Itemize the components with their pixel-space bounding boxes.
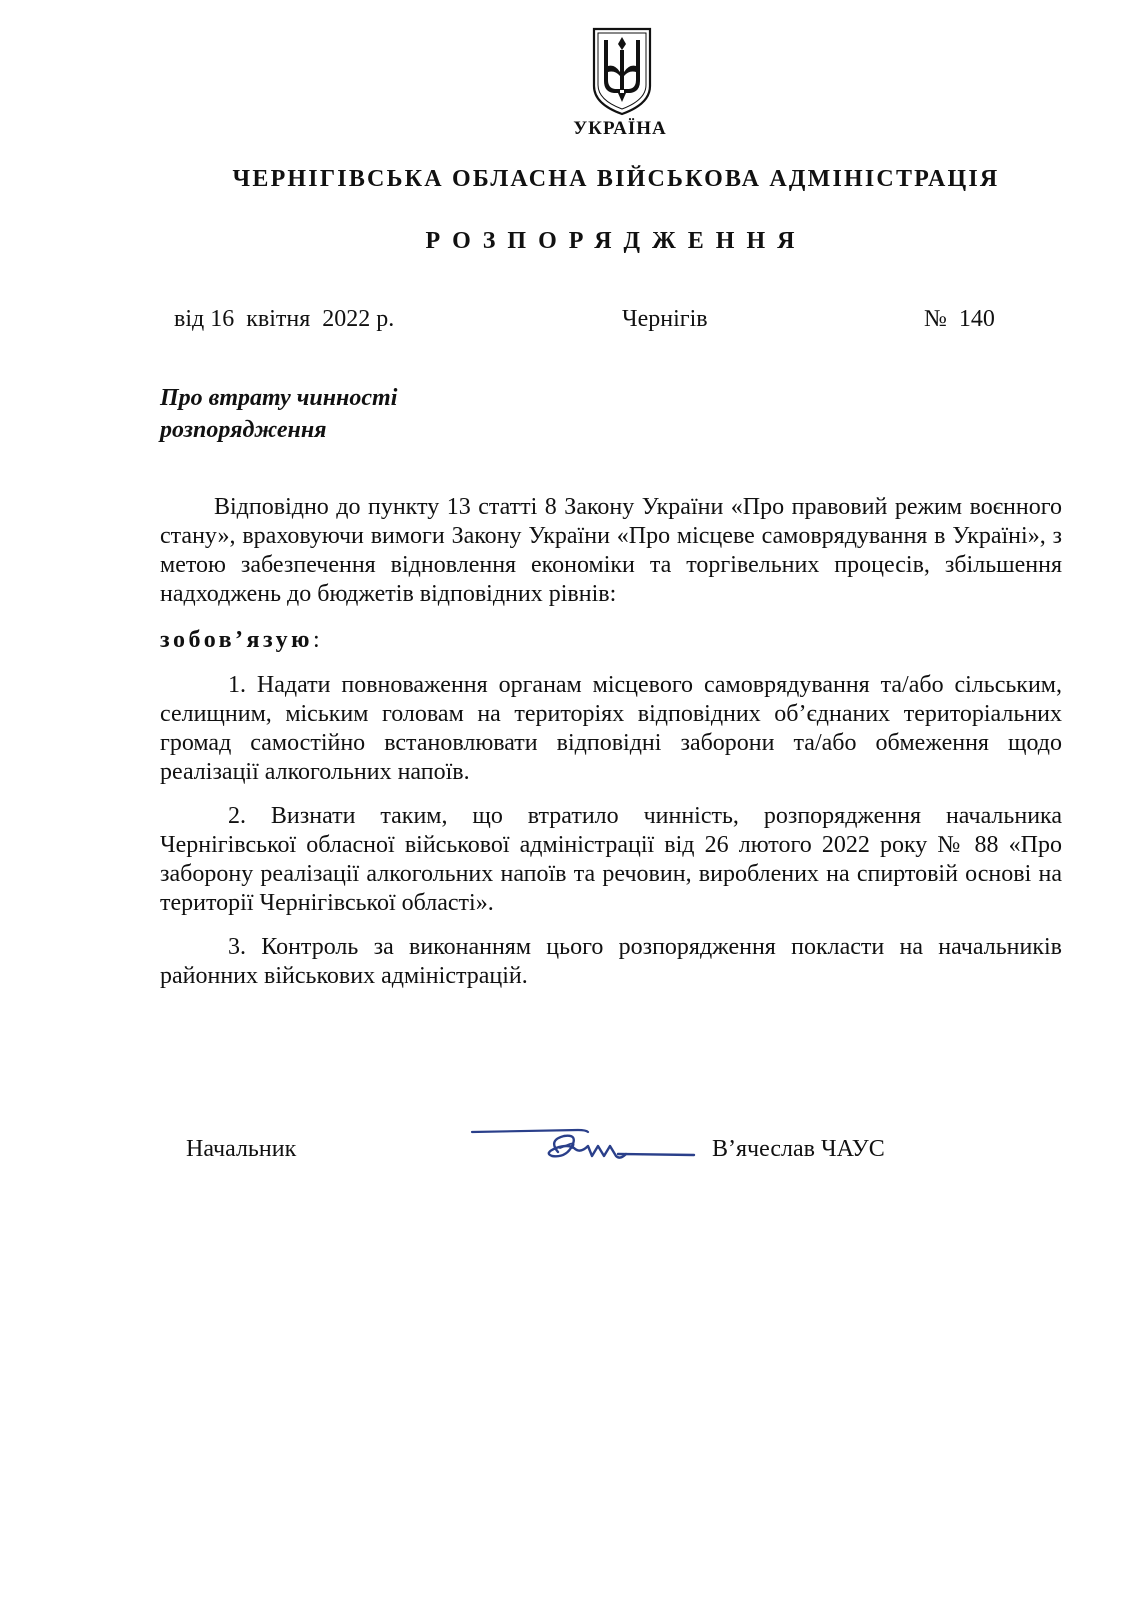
document-subject <box>160 382 580 446</box>
document-type: РОЗПОРЯДЖЕННЯ <box>425 228 807 254</box>
order-item-3: 3. Контроль за виконанням цього розпорядження покласти на начальників районних військових адміністрацій. <box>160 934 1062 989</box>
document-body <box>160 493 1062 991</box>
organization-name: ЧЕРНІГІВСЬКА ОБЛАСНА ВІЙСЬКОВА АДМІНІСТРАЦІЯ <box>232 166 1000 192</box>
preamble-paragraph: Відповідно до пункту 13 статті 8 Закону України «Про правовий режим воєнного стану», враховуючи вимоги Закону України «Про місцеве самоврядування в Україні», з метою забезпечення відновлення економіки та торгівельних процесів, збільшення надходжень до бюджетів відповідних рівнів: <box>160 494 1062 607</box>
document-number: № 140 <box>924 306 995 332</box>
oblige-word: зобов’язую <box>160 627 314 653</box>
oblige-heading <box>160 626 1062 655</box>
handwritten-signature <box>468 1118 698 1170</box>
oblige-colon: : <box>313 627 320 653</box>
signatory-title: Начальник <box>186 1136 297 1162</box>
tryzub-coat-of-arms-icon <box>591 26 653 116</box>
subject-line-1: Про втрату чинності <box>160 385 398 411</box>
order-item-1: 1. Надати повноваження органам місцевого самоврядування та/або сільським, селищним, міським головам на територіях відповідних об’єднаних територіальних громад самостійно встановлювати відповідні заборони та/або обмеження щодо реалізації алкогольних напоїв. <box>160 672 1062 785</box>
document-date: від 16 квітня 2022 р. <box>174 306 395 332</box>
country-name: УКРАЇНА <box>573 118 667 139</box>
signatory-name: В’ячеслав ЧАУС <box>712 1136 885 1162</box>
order-item-2: 2. Визнати таким, що втратило чинність, розпорядження начальника Чернігівської обласної військової адміністрації від 26 лютого 2022 року № 88 «Про заборону реалізації алкогольних напоїв та речовин, вироблених на спиртовій основі на території Чернігівської області». <box>160 803 1062 916</box>
document-city: Чернігів <box>622 306 708 332</box>
subject-line-2: розпорядження <box>160 417 327 443</box>
